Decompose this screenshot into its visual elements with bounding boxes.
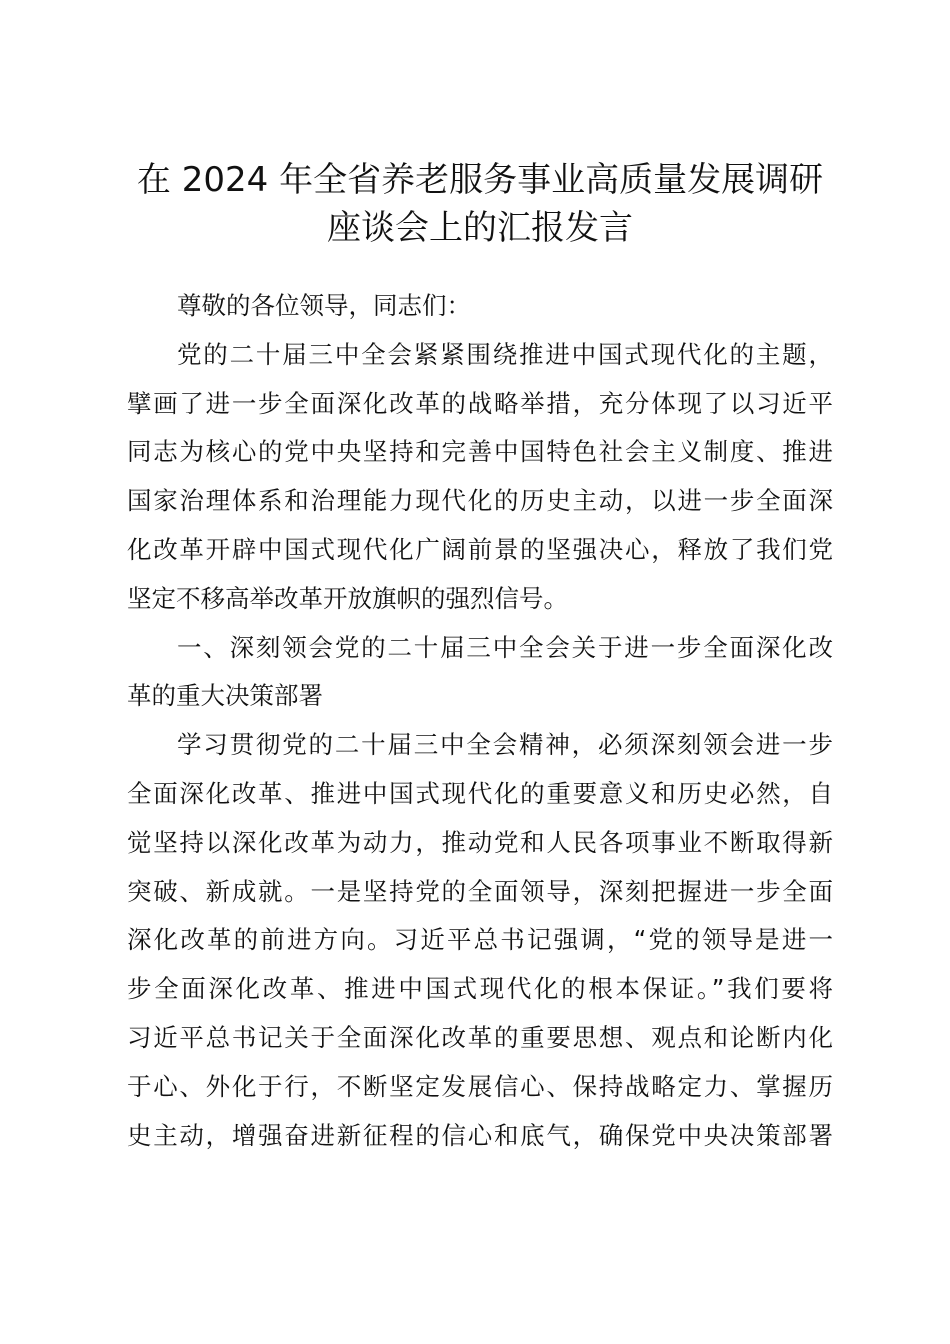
salutation: 尊敬的各位领导，同志们：: [177, 291, 471, 320]
section-heading-line: 一、深刻领会党的二十届三中全会关于进一步全面深化改: [177, 632, 833, 662]
paragraph-2-line: 全面深化改革、推进中国式现代化的重要意义和历史必然，自: [127, 778, 833, 808]
paragraph-2-line: 步全面深化改革、推进中国式现代化的根本保证。”我们要将: [127, 974, 833, 1004]
paragraph-2-line: 习近平总书记关于全面深化改革的重要思想、观点和论断内化: [127, 1022, 833, 1052]
paragraph-2-line: 于心、外化于行，不断坚定发展信心、保持战略定力、掌握历: [127, 1071, 833, 1101]
document-body: [127, 282, 833, 1160]
paragraph-2-line: 深化改革的前进方向。习近平总书记强调，“党的领导是进一: [127, 925, 833, 955]
paragraph-1-line: 同志为核心的党中央坚持和完善中国特色社会主义制度、推进: [127, 437, 833, 467]
paragraph-2-line: 觉坚持以深化改革为动力，推动党和人民各项事业不断取得新: [127, 827, 833, 857]
paragraph-1-line: 擘画了进一步全面深化改革的战略举措，充分体现了以习近平: [127, 388, 833, 418]
paragraph-2-line: 学习贯彻党的二十届三中全会精神，必须深刻领会进一步: [177, 730, 833, 760]
paragraph-1-line: 坚定不移高举改革开放旗帜的强烈信号。: [127, 583, 568, 613]
paragraph-1-line: 国家治理体系和治理能力现代化的历史主动，以进一步全面深: [127, 486, 833, 516]
document-title: [120, 156, 840, 252]
title-line-1: 在 2024 年全省养老服务事业高质量发展调研: [136, 160, 824, 200]
section-heading-line: 革的重大决策部署: [127, 681, 323, 711]
paragraph-2-line: 突破、新成就。一是坚持党的全面领导，深刻把握进一步全面: [127, 876, 833, 906]
paragraph-2-line: 史主动，增强奋进新征程的信心和底气，确保党中央决策部署: [127, 1120, 833, 1150]
paragraph-1-line: 化改革开辟中国式现代化广阔前景的坚强决心，释放了我们党: [127, 534, 833, 564]
title-line-2: 座谈会上的汇报发言: [327, 208, 633, 248]
paragraph-1-line: 党的二十届三中全会紧紧围绕推进中国式现代化的主题，: [177, 339, 833, 369]
